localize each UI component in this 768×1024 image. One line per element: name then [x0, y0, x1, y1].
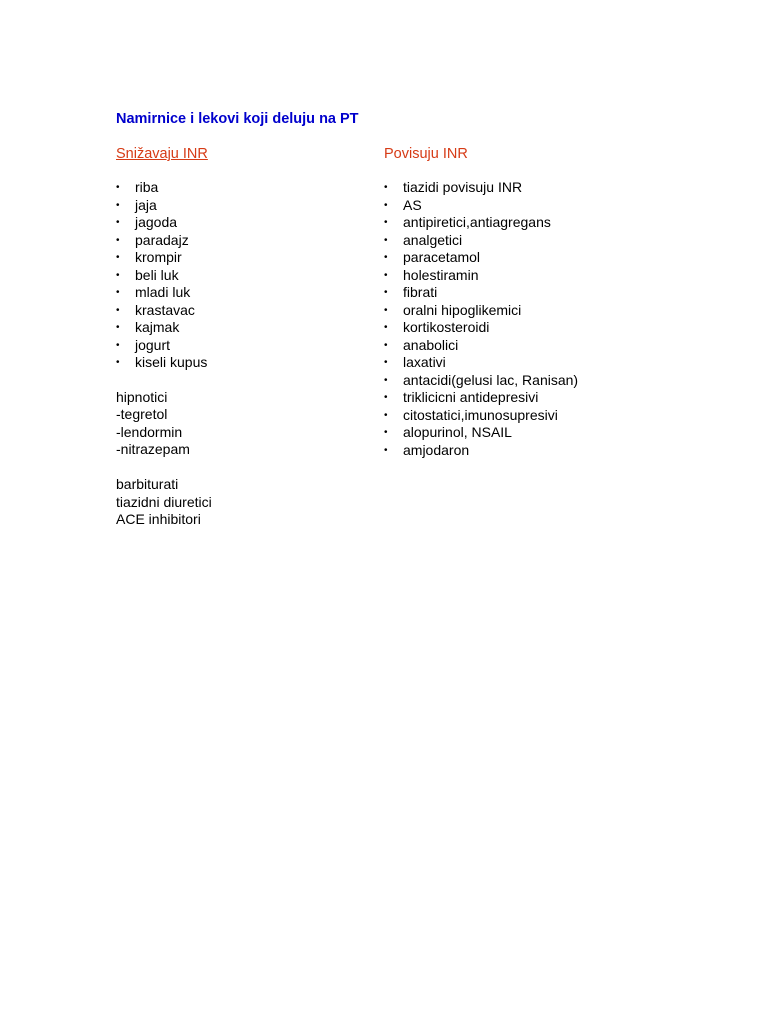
- list-item: • antipiretici,antiagregans: [384, 214, 551, 230]
- list-item: • jogurt: [116, 336, 171, 353]
- list-item: • analgetici: [384, 231, 463, 248]
- bullet-icon: •: [116, 304, 120, 316]
- bullet-icon: •: [116, 357, 120, 368]
- list-item: • alopurinol, NSAIL: [384, 424, 512, 440]
- bullet-icon: •: [384, 304, 388, 316]
- left-bullet-list: [116, 179, 366, 372]
- left-column-heading: Snižavaju INR: [116, 146, 208, 162]
- bullet-icon: •: [116, 322, 120, 333]
- list-item: • amjodaron: [384, 441, 470, 458]
- list-item: • citostatici,imunosupresivi: [384, 406, 558, 423]
- list-item: • holestiramin: [384, 266, 479, 283]
- bullet-icon: •: [384, 409, 388, 421]
- text-line: -nitrazepam: [116, 441, 190, 457]
- bullet-icon: •: [116, 269, 120, 281]
- bullet-icon: •: [384, 269, 388, 281]
- bullet-icon: •: [384, 217, 388, 228]
- bullet-icon: •: [116, 182, 120, 193]
- bullet-icon: •: [116, 287, 120, 298]
- bullet-icon: •: [384, 374, 388, 386]
- list-item: • tiazidi povisuju INR: [384, 179, 523, 195]
- bullet-icon: •: [384, 427, 388, 438]
- list-item: • kortikosteroidi: [384, 319, 490, 335]
- text-line: barbiturati: [116, 476, 179, 492]
- list-item: • paracetamol: [384, 249, 481, 265]
- bullet-icon: •: [384, 357, 388, 368]
- bullet-icon: •: [384, 234, 388, 246]
- list-item: • jaja: [116, 196, 157, 213]
- bullet-icon: •: [116, 217, 120, 228]
- text-line: -lendormin: [116, 423, 183, 440]
- list-item: • laxativi: [384, 354, 446, 370]
- bullet-icon: •: [384, 252, 388, 263]
- right-column-raises-inr: [384, 144, 744, 459]
- bullet-icon: •: [116, 252, 120, 263]
- list-item: • riba: [116, 179, 159, 195]
- bullet-icon: •: [384, 322, 388, 333]
- bullet-icon: •: [384, 182, 388, 193]
- list-item: • mladi luk: [116, 284, 191, 300]
- text-line: tiazidni diuretici: [116, 493, 212, 510]
- bullet-icon: •: [116, 339, 120, 351]
- right-bullet-list: [384, 179, 744, 459]
- list-item: • anabolici: [384, 336, 459, 353]
- bullet-icon: •: [116, 234, 120, 246]
- list-item: • krastavac: [116, 301, 195, 318]
- list-item: • paradajz: [116, 231, 189, 248]
- list-item: • kiseli kupus: [116, 354, 208, 370]
- bullet-icon: •: [384, 287, 388, 298]
- bullet-icon: •: [384, 199, 388, 211]
- list-item: • kajmak: [116, 319, 180, 335]
- text-line: hipnotici: [116, 388, 168, 405]
- list-item: • beli luk: [116, 266, 179, 283]
- list-item: • fibrati: [384, 284, 438, 300]
- other-drugs-group: [116, 476, 366, 529]
- hypnotics-group: [116, 389, 366, 459]
- page-title: Namirnice i lekovi koji deluju na PT: [116, 111, 359, 127]
- text-line: -tegretol: [116, 406, 168, 422]
- text-line: ACE inhibitori: [116, 511, 201, 527]
- list-item: • jagoda: [116, 214, 178, 230]
- bullet-icon: •: [384, 339, 388, 351]
- bullet-icon: •: [384, 444, 388, 456]
- list-item: • krompir: [116, 249, 182, 265]
- list-item: • oralni hipoglikemici: [384, 301, 522, 318]
- left-column-lowers-inr: [116, 144, 366, 529]
- list-item: • AS: [384, 196, 422, 213]
- right-column-heading: Povisuju INR: [384, 146, 468, 162]
- bullet-icon: •: [384, 392, 388, 403]
- bullet-icon: •: [116, 199, 120, 211]
- list-item: • triklicicni antidepresivi: [384, 389, 539, 405]
- list-item: • antacidi(gelusi lac, Ranisan): [384, 371, 579, 388]
